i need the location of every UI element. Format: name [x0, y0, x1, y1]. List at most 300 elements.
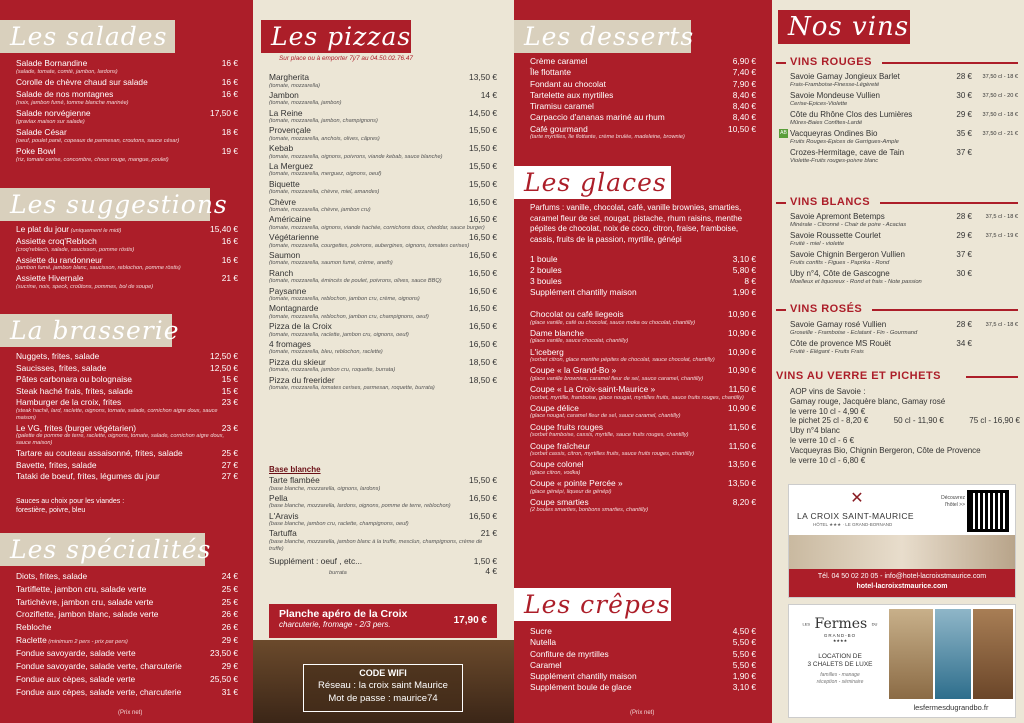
item-price: 16,50 €: [469, 321, 497, 332]
item-price: 7,90 €: [732, 78, 756, 89]
planche-box: [269, 604, 497, 638]
menu-item: [269, 528, 497, 553]
item-description: (tomate, mozzarella, anchois, olives, câpres): [269, 135, 380, 142]
fermes-l1: LOCATION DE: [818, 653, 862, 660]
item-description: (sorbet framboise, cassis, myrtille, sauce fruits rouges, chantilly): [530, 432, 689, 439]
item-description: (galette de pomme de terre, raclette, oignons, tomate, salade, cornichon aigre doux, sauce maison): [16, 433, 225, 446]
menu-item: [530, 384, 756, 402]
item-name: Fondant au chocolat: [530, 78, 606, 89]
wine-price: 37 €: [956, 148, 972, 157]
blancs-line: [776, 202, 786, 204]
item-name: Coupe fruits rouges: [530, 421, 604, 432]
menu-item: [269, 511, 497, 529]
item-price: 8,40 €: [732, 101, 756, 112]
item-name: 4 fromages: [269, 338, 311, 349]
wine-name: Savoie Mondeuse Vullien: [790, 91, 880, 100]
rouges-line: [776, 62, 786, 64]
item-description: (sorbet citron, glace menthe pépites de chocolat, sauce chocolat, chantilly): [530, 357, 715, 364]
wine-price: 28 €: [956, 72, 972, 81]
fermes-du: DU: [871, 621, 878, 627]
heading-glaces: Les glaces: [514, 166, 671, 199]
item-price: 10,90 €: [728, 346, 756, 357]
wine-name: Uby n°4, Côte de Gascogne: [790, 269, 890, 278]
item-price: 11,50 €: [728, 440, 756, 451]
item-price: 17,50 €: [210, 108, 238, 118]
menu-item: [16, 236, 238, 254]
item-description: (tomate, mozzarella, oignons, poivrons, viande kebab, sauce blanche): [269, 153, 443, 160]
item-name: Carpaccio d'ananas mariné au rhum: [530, 112, 665, 123]
item-name: Saucisses, frites, salade: [16, 362, 107, 373]
supplement-price-1: 1,50 €: [473, 555, 497, 566]
menu-item: [16, 146, 238, 164]
menu-item: [269, 143, 497, 161]
item-name: Coupe délice: [530, 402, 579, 413]
item-name: La Reine: [269, 107, 303, 118]
item-name: Supplément chantilly maison: [530, 671, 637, 682]
menu-item: [16, 386, 238, 397]
item-description: (tomate, mozzarella, oignons, viande hachée, cornichons doux, cheddar, sauce burger): [269, 224, 485, 231]
item-description: (tomate, mozzarella, bleu, reblochon, raclette): [269, 349, 383, 356]
item-price: 18,50 €: [469, 374, 497, 385]
item-name: Confiture de myrtilles: [530, 648, 609, 659]
item-price: 26 €: [221, 622, 238, 633]
item-price: 29 €: [221, 634, 238, 645]
wine-half-bottle: 37,5 cl - 18 €: [985, 322, 1018, 328]
wine-price: 28 €: [956, 320, 972, 329]
item-price: 23 €: [221, 422, 238, 433]
wine-name: Savoie Roussette Courlet: [790, 231, 881, 240]
item-price: 31 €: [221, 686, 238, 697]
item-price: 25 €: [221, 448, 238, 458]
item-description: (base blanche, mozzarella, jambon blanc à la truffe, mesclun, champignons, crème de truffe): [269, 538, 483, 552]
item-price: 3,10 €: [732, 254, 756, 264]
item-price: 16,50 €: [469, 303, 497, 314]
item-name: Fondue savoyarde, salade verte: [16, 648, 136, 659]
item-price: 27 €: [221, 459, 238, 470]
wine-description: Moelleux et liquoreux - Rond et frais - Note passion: [790, 279, 922, 285]
wine-name: Côte du Rhône Clos des Lumières: [790, 110, 913, 119]
item-price: 16,50 €: [469, 196, 497, 207]
item-price: 16 €: [221, 236, 238, 246]
menu-item: [530, 265, 756, 276]
wine-description: Minérale - Citronné - Chair de poire - Acacias: [790, 222, 907, 228]
item-name: Pizza de la Croix: [269, 321, 332, 332]
item-description: (tomate, mozzarella, jambon cru, roquette, burrata): [269, 367, 396, 374]
item-description: (sorbet cassis, citron, myrtilles fruits, sauce fruits rouges, chantilly): [530, 451, 695, 458]
item-price: 10,90 €: [728, 327, 756, 338]
wifi-password: Mot de passe : maurice74: [328, 693, 438, 704]
heading-vins-rouges: VINS ROUGES: [790, 56, 872, 68]
menu-item: [269, 268, 497, 286]
item-price: 16,50 €: [469, 232, 497, 243]
item-price: 23,50 €: [210, 648, 238, 659]
item-price: 12,50 €: [210, 362, 238, 373]
item-name: 1 boule: [530, 254, 558, 264]
column-desserts: [514, 0, 772, 723]
sauces-list: forestière, poivre, bleu: [16, 507, 86, 514]
item-price: 10,90 €: [728, 402, 756, 413]
hotel-contact: Tél. 04 50 02 20 05 - info@hotel-lacroixstmaurice.com: [817, 573, 987, 580]
item-name: Tartiflette, jambon cru, salade verte: [16, 583, 147, 594]
item-name: Assiette croq'Rebloch: [16, 236, 97, 246]
item-price: 8,20 €: [732, 496, 756, 507]
wine-price: 28 €: [956, 212, 972, 221]
item-name: 3 boules: [530, 275, 562, 286]
wine-description: Frais-Framboise-Finesse-Légèreté: [790, 82, 880, 88]
menu-item: [16, 674, 238, 685]
menu-item: [16, 687, 238, 698]
wine-name: Crozes-Hermitage, cave de Tain: [790, 148, 905, 157]
item-price: 11,50 €: [728, 384, 756, 395]
item-description: (tomate, mozzarella): [269, 82, 320, 89]
item-name: 2 boules: [530, 264, 562, 275]
crepes-list: [530, 626, 756, 694]
menu-item: [269, 108, 497, 126]
fermes-ad: [788, 604, 1016, 718]
item-name: Tartelette aux myrtilles: [530, 89, 614, 100]
item-description: (tomate, mozzarella, raclette, jambon cru, oignons, oeuf): [269, 331, 409, 338]
item-description: (tomate, mozzarella, chèvre, miel, amandes): [269, 189, 380, 196]
menu-item: [269, 161, 497, 179]
menu-item: [530, 67, 756, 78]
planche-title: Planche apéro de la Croix: [279, 608, 408, 620]
item-description: (tomate, mozzarella, merguez, oignons, oeuf): [269, 171, 382, 178]
item-price: 4,50 €: [732, 626, 756, 636]
fermes-logo: [795, 615, 885, 643]
fermes-website: lesfermesdugrandbo.fr: [913, 703, 989, 712]
menu-item: [16, 460, 238, 471]
verre-line-7: le verre 10 cl - 6,80 €: [790, 455, 866, 465]
item-name: Steak haché frais, frites, salade: [16, 385, 133, 396]
menu-item: [16, 609, 238, 620]
menu-item: [530, 649, 756, 660]
menu-item: [269, 475, 497, 493]
item-price: 7,40 €: [732, 67, 756, 78]
wifi-box: [303, 664, 463, 712]
item-name: Hamburger de la croix, frites: [16, 397, 122, 407]
item-price: 16,50 €: [469, 267, 497, 278]
item-price: 16 €: [221, 89, 238, 99]
heading-brasserie: La brasserie: [0, 314, 172, 347]
item-name: Île flottante: [530, 67, 571, 78]
wine-half-bottle: 37,50 cl - 18 €: [982, 112, 1018, 118]
wine-name: Savoie Chignin Bergeron Vullien: [790, 250, 905, 259]
fermes-l4: réception - séminaire: [816, 679, 864, 685]
vins-verre-block: [790, 387, 1020, 465]
supplement-row: [269, 556, 497, 578]
item-description: (steak haché, lard, raclette, oignons, tomate, salade, cornichon aigre doux, sauce maison): [16, 407, 218, 421]
item-price: 15,50 €: [469, 178, 497, 189]
menu-item: [530, 365, 756, 383]
fermes-les: LES: [802, 621, 811, 627]
item-price: 1,90 €: [732, 671, 756, 682]
item-description: (sucrine, noix, speck, croûtons, pommes, bol de soupe): [16, 283, 154, 290]
boules-list: [530, 254, 756, 298]
item-description: (tomate, mozzarella, tomates cerises, parmesan, roquette, burrata): [269, 385, 435, 392]
item-name: Tarte flambée: [269, 475, 320, 485]
item-description: (tomate, mozzarella, jambon, champignons): [269, 118, 378, 125]
specialites-list: [16, 571, 238, 699]
item-price: 23 €: [221, 397, 238, 407]
item-price: 14 €: [480, 89, 497, 100]
wine-half-bottle: 37,50 cl - 18 €: [982, 74, 1018, 80]
item-name: Coupe « pointe Percée »: [530, 478, 623, 489]
suggestions-list: [16, 224, 238, 292]
verre-line-6: Vacqueyras Bio, Chignin Bergeron, Côte de Provence: [790, 445, 981, 455]
heading-salades: Les salades: [0, 20, 175, 53]
menu-item: [530, 478, 756, 496]
item-description: (glace vanille, café ou chocolat, sauce moka ou chocolat, chantilly): [530, 319, 696, 326]
item-price: 14,50 €: [469, 107, 497, 118]
item-name: Croziflette, jambon blanc, salade verte: [16, 609, 159, 620]
item-price: 13,50 €: [728, 459, 756, 470]
item-price: 12,50 €: [210, 351, 238, 361]
menu-item: [16, 622, 238, 633]
menu-item: [530, 56, 756, 67]
menu-item: [530, 671, 756, 682]
menu-item: [269, 303, 497, 321]
pizzas-list: [269, 72, 497, 392]
coupes-list: [530, 309, 756, 516]
item-name: Supplément boule de glace: [530, 682, 632, 693]
vins-roses-list: [790, 320, 1018, 358]
item-price: 18 €: [221, 127, 238, 137]
item-name: Paysanne: [269, 285, 307, 296]
item-price: 15,50 €: [469, 475, 497, 485]
menu-item: [269, 125, 497, 143]
item-name: Salade Bornandine: [16, 58, 88, 68]
column-salades: [0, 0, 253, 723]
item-price: 5,50 €: [732, 637, 756, 648]
menu-item: [16, 423, 238, 448]
item-description: (base blanche, mozzarella, lardons, oignons, pomme de terre, reblochon): [269, 503, 451, 510]
verre-pichets: [790, 416, 1020, 426]
item-price: 16,50 €: [469, 338, 497, 349]
heading-pizzas: Les pizzas: [261, 20, 411, 53]
wine-name: Savoie Gamay Jongieux Barlet: [790, 72, 900, 81]
item-price: 16,50 €: [469, 285, 497, 296]
wine-description: Mûres-Baies Confites-Lardé: [790, 120, 863, 126]
item-price: 26 €: [221, 609, 238, 620]
wine-item: [790, 250, 1018, 267]
brasserie-list: [16, 351, 238, 483]
item-name: Sucre: [530, 626, 552, 636]
menu-item: [16, 374, 238, 385]
item-description: (tomate, mozzarella, émincés de poulet, poivrons, olives, sauce BBQ): [269, 278, 442, 285]
item-name: Fondue aux cèpes, salade verte: [16, 673, 136, 684]
item-price: 3,10 €: [732, 682, 756, 693]
menu-item: [16, 255, 238, 273]
wine-item: [790, 320, 1018, 337]
verre-pichet-25: le pichet 25 cl - 8,20 €: [790, 416, 869, 426]
item-price: 15,50 €: [469, 160, 497, 171]
item-description: (gravlax maison sur salade): [16, 118, 85, 125]
item-name: Salade norvégienne: [16, 108, 91, 118]
menu-item: [530, 112, 756, 123]
wine-item: [790, 91, 1018, 108]
wifi-title: CODE WIFI: [359, 668, 407, 678]
item-price: 25 €: [221, 596, 238, 607]
item-name: Dame blanche: [530, 327, 585, 338]
item-description: (glace vanille, sauce chocolat, chantilly): [530, 338, 629, 345]
menu-item: [16, 127, 238, 145]
menu-item: [530, 497, 756, 515]
item-name: Fondue aux cèpes, salade verte, charcuterie: [16, 686, 182, 697]
item-name: Margherita: [269, 72, 310, 82]
sauces-note: [16, 497, 124, 515]
wine-description: Fruité - miel - violette: [790, 241, 845, 247]
menu-item: [530, 79, 756, 90]
verre-line-5: le verre 10 cl - 6 €: [790, 435, 855, 445]
item-description: (tarte myrtilles, île flottante, crème brulée, madeleine, brownie): [530, 134, 685, 141]
item-name: Montagnarde: [269, 303, 319, 314]
item-price: 16 €: [221, 77, 238, 87]
menu-item: [16, 397, 238, 422]
wine-price: 30 €: [956, 91, 972, 100]
wine-half-bottle: 37,5 cl - 18 €: [985, 214, 1018, 220]
item-price: 8,40 €: [732, 89, 756, 100]
item-name: Bavette, frites, salade: [16, 459, 97, 470]
column-vins: [772, 0, 1024, 723]
item-price: 19 €: [221, 146, 238, 156]
menu-item: [530, 422, 756, 440]
planche-price: 17,90 €: [453, 615, 487, 626]
fermes-text: [795, 653, 885, 686]
wine-name: Savoie Gamay rosé Vullien: [790, 320, 887, 329]
item-price: 25 €: [221, 583, 238, 594]
wine-description: Fruits confits - Figues - Paprika - Rond: [790, 260, 890, 266]
menu-item: [530, 626, 756, 637]
item-name: Crème caramel: [530, 56, 588, 66]
hotel-room-photo: [789, 535, 1015, 569]
menu-item: [16, 273, 238, 291]
item-price: 15 €: [221, 385, 238, 396]
item-name: L'iceberg: [530, 346, 564, 357]
menu-item: [16, 448, 238, 459]
item-price: 16,50 €: [469, 249, 497, 260]
menu-item: [16, 224, 238, 235]
wine-description: Groseille - Framboise - Eclatant - Fin - Gourmand: [790, 330, 918, 336]
menu-item: [269, 357, 497, 375]
item-name: Salade César: [16, 127, 67, 137]
item-name: Poke Bowl: [16, 146, 56, 156]
item-name: Corolle de chèvre chaud sur salade: [16, 77, 148, 87]
organic-label-icon: AB: [780, 130, 787, 136]
menu-item: [269, 197, 497, 215]
item-price: 8,40 €: [732, 112, 756, 123]
item-name: Nuggets, frites, salade: [16, 351, 100, 361]
item-name: Raclette (minimum 2 pers - prix par pers): [16, 634, 128, 645]
item-price: 16 €: [221, 254, 238, 265]
heading-vins-verre: VINS AU VERRE ET PICHETS: [776, 370, 942, 382]
verre-line-1: Gamay rouge, Jacquère blanc, Gamay rosé: [790, 396, 946, 406]
item-price: 27 €: [221, 471, 238, 481]
fermes-l3: familles - manage: [820, 672, 860, 678]
menu-item: [269, 214, 497, 232]
column-pizzas: [253, 0, 514, 723]
heading-desserts: Les desserts: [514, 20, 691, 53]
supplement-label: Supplément : oeuf , etc...: [269, 555, 363, 566]
item-name: Diots, frites, salade: [16, 571, 88, 581]
wine-half-bottle: [972, 269, 1018, 279]
fermes-sub: GRAND-BO: [823, 633, 857, 638]
wine-price: 37 €: [956, 250, 972, 259]
vins-rouges-list: [780, 72, 1018, 167]
menu-item: [530, 90, 756, 101]
menu-item: [16, 471, 238, 482]
menu-item: [269, 250, 497, 268]
item-price: 21 €: [221, 273, 238, 283]
heading-vins: Nos vins: [778, 10, 910, 44]
menu-item: [16, 351, 238, 362]
menu-item: [530, 403, 756, 421]
wine-half-bottle: [972, 148, 1018, 158]
item-price: 15,50 €: [469, 143, 497, 154]
item-name: Jambon: [269, 89, 299, 100]
item-description: (salade, tomate, comté, jambon, lardons): [16, 68, 118, 75]
item-price: 6,90 €: [732, 56, 756, 66]
item-price: 15,40 €: [210, 224, 238, 234]
item-description: (tomate, mozzarella, chèvre, jambon cru): [269, 207, 371, 214]
hotel-ad: [788, 484, 1016, 598]
item-name: Coupe « la Grand-Bo »: [530, 365, 617, 376]
item-price: 10,50 €: [728, 123, 756, 134]
menu-item: [530, 309, 756, 327]
wine-half-bottle: [972, 339, 1018, 349]
sauces-label: Sauces au choix pour les viandes :: [16, 498, 125, 505]
item-name: Coupe fraîcheur: [530, 440, 591, 451]
menu-item: [16, 363, 238, 374]
hotel-contact-bar: [789, 569, 1015, 597]
menu-item: [16, 661, 238, 672]
menu-item: [530, 124, 756, 142]
menu-item: [269, 72, 497, 90]
menu-item: [269, 232, 497, 250]
menu-item: [269, 493, 497, 511]
item-price: 16,50 €: [469, 492, 497, 503]
item-name: Assiette Hivernale: [16, 273, 84, 283]
menu-item: [530, 101, 756, 112]
item-name: Tataki de boeuf, frites, légumes du jour: [16, 471, 160, 481]
item-price: 10,90 €: [728, 365, 756, 376]
item-name: Le VG, frites (burger végétarien): [16, 422, 137, 433]
item-name: Café gourmand: [530, 123, 588, 134]
heading-crepes: Les crêpes: [514, 588, 671, 621]
heading-vins-roses: VINS ROSÉS: [790, 303, 863, 315]
item-description: (oeuf, poulet pané, copeaux de parmesan, croutons, sauce césar): [16, 137, 180, 144]
wine-description: Cerise-Epices-Violette: [790, 101, 848, 107]
menu-item: [16, 648, 238, 659]
item-description: (glace génépi, liqueur de génépi): [530, 488, 612, 495]
item-name: Végétarienne: [269, 232, 319, 243]
item-name: L'Aravis: [269, 510, 299, 521]
item-name: Américaine: [269, 214, 311, 225]
hotel-logo: ✕: [850, 490, 864, 507]
pizzas-subtitle: Sur place ou à emporter 7j/7 au 04.50.02.76.47: [279, 55, 413, 62]
menu-item: [530, 682, 756, 693]
menu-item: [530, 660, 756, 671]
item-name: Coupe « La Croix-saint-Maurice »: [530, 384, 656, 395]
item-name: Tartuffa: [269, 528, 297, 539]
item-note: (uniquement le midi): [69, 228, 122, 234]
item-name: Provençale: [269, 125, 311, 136]
wine-description: Fruité - Elégant - Fruits Frais: [790, 349, 864, 355]
vins-blancs-list: [790, 212, 1018, 288]
wine-item: [790, 212, 1018, 229]
item-price: 29 €: [221, 661, 238, 672]
item-name: Salade de nos montagnes: [16, 89, 114, 99]
item-name: La Merguez: [269, 160, 314, 171]
